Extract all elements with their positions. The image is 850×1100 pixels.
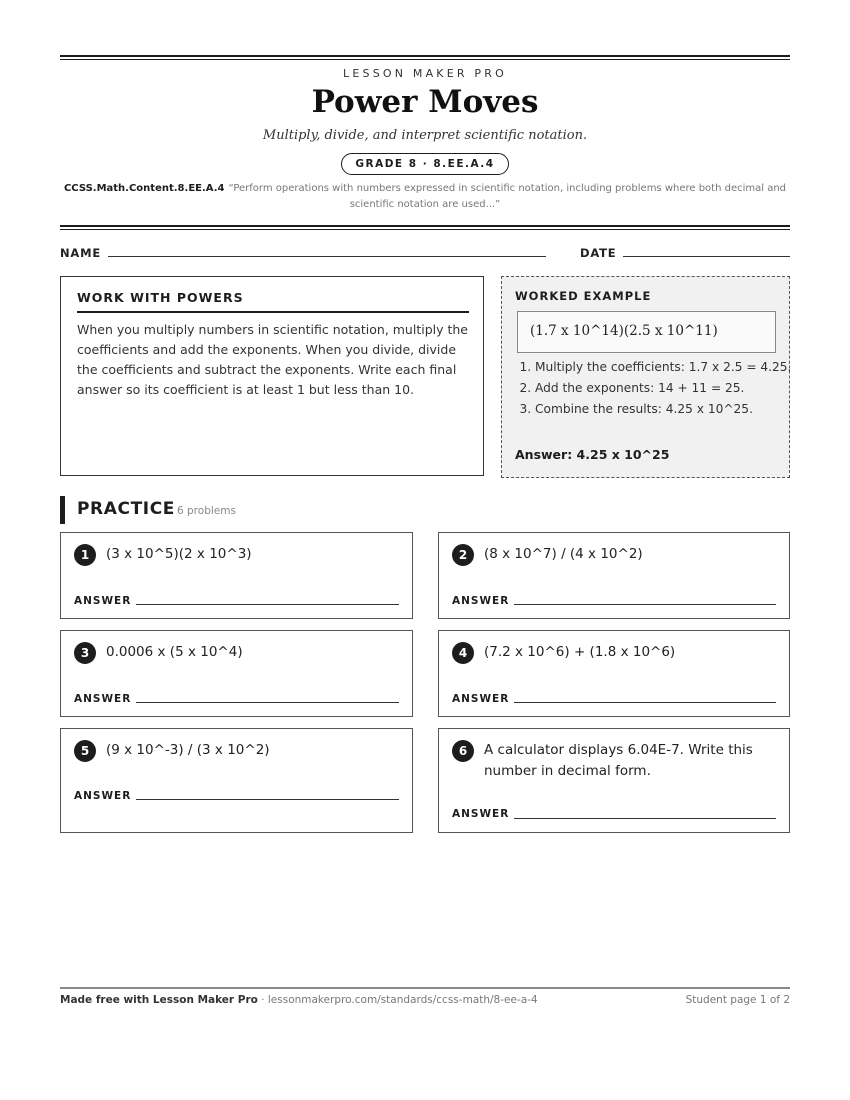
top-rule [60, 55, 790, 57]
problem-card-3 [60, 630, 413, 717]
brand-name: LESSON MAKER PRO [343, 67, 507, 80]
worked-example-steps [515, 358, 797, 421]
work-with-powers-heading: WORK WITH POWERS [77, 290, 469, 313]
problem-number: 3 [74, 642, 96, 664]
worked-example-step: 2. Add the exponents: 14 + 11 = 25. [535, 379, 797, 397]
answer-field[interactable] [136, 799, 399, 800]
problem-number: 6 [452, 740, 474, 762]
answer-label: ANSWER [452, 808, 510, 820]
practice-count: 6 problems [177, 505, 236, 517]
footer-rule [60, 987, 790, 989]
worked-example-answer: Answer: 4.25 x 10^25 [515, 447, 670, 462]
worked-example-box [501, 276, 790, 478]
date-field[interactable] [623, 256, 790, 257]
worked-example-expression: (1.7 x 10^14)(2.5 x 10^11) [517, 311, 776, 353]
worked-example-step: 3. Combine the results: 4.25 x 10^25. [535, 400, 797, 418]
footer-page-number: Student page 1 of 2 [685, 994, 790, 1006]
page-subtitle: Multiply, divide, and interpret scientific notation. [262, 128, 588, 143]
problem-card-5 [60, 728, 413, 833]
answer-label: ANSWER [74, 693, 132, 705]
header-rule-thin [60, 229, 790, 230]
problem-card-4 [438, 630, 790, 717]
footer-url[interactable]: · lessonmakerpro.com/standards/ccss-math/8-ee-a-4 [257, 994, 538, 1006]
answer-field[interactable] [136, 604, 399, 605]
problem-question: (7.2 x 10^6) + (1.8 x 10^6) [484, 644, 676, 660]
problem-question: (8 x 10^7) / (4 x 10^2) [484, 546, 643, 562]
problem-card-6 [438, 728, 790, 833]
top-rule-thin [60, 59, 790, 60]
answer-field[interactable] [136, 702, 399, 703]
footer-credit [60, 994, 538, 1006]
worked-example-heading: WORKED EXAMPLE [515, 289, 652, 303]
problem-number: 5 [74, 740, 96, 762]
date-label: DATE [580, 246, 617, 260]
answer-label: ANSWER [74, 790, 132, 802]
answer-field[interactable] [514, 702, 776, 703]
answer-field[interactable] [514, 604, 776, 605]
footer-made-with: Made free with Lesson Maker Pro [60, 994, 258, 1006]
header-rule [60, 225, 790, 227]
name-label: NAME [60, 246, 102, 260]
grade-badge: GRADE 8 · 8.EE.A.4 [341, 153, 508, 175]
problem-card-1 [60, 532, 413, 619]
work-with-powers-box [60, 276, 484, 476]
problem-question: (3 x 10^5)(2 x 10^3) [106, 546, 252, 562]
practice-accent-bar [60, 496, 65, 524]
worked-example-step: 1. Multiply the coefficients: 1.7 x 2.5 = 4.25. [535, 358, 797, 376]
answer-field[interactable] [514, 818, 776, 819]
standard-note [60, 181, 790, 213]
page-title: Power Moves [311, 84, 539, 120]
problem-number: 2 [452, 544, 474, 566]
standard-code: CCSS.Math.Content.8.EE.A.4 [63, 183, 225, 194]
problem-question: A calculator displays 6.04E-7. Write this number in decimal form. [484, 742, 753, 779]
answer-label: ANSWER [74, 595, 132, 607]
work-with-powers-body: When you multiply numbers in scientific notation, multiply the coefficients and add the exponents. When you divide, divide the coefficients and subtract the exponents. Write each final answer so its coefficient is at least 1 but less than 10. [77, 322, 468, 397]
problem-number: 1 [74, 544, 96, 566]
problem-card-2 [438, 532, 790, 619]
problem-question: (9 x 10^-3) / (3 x 10^2) [106, 742, 270, 758]
practice-title: PRACTICE [77, 499, 175, 519]
answer-label: ANSWER [452, 595, 510, 607]
standard-text: “Perform operations with numbers expressed in scientific notation, including problems where both decimal and scientific notation are used...” [228, 183, 787, 210]
problem-number: 4 [452, 642, 474, 664]
problem-question: 0.0006 x (5 x 10^4) [106, 644, 243, 660]
answer-label: ANSWER [452, 693, 510, 705]
name-field[interactable] [108, 256, 546, 257]
grade-badge-wrap [60, 152, 790, 175]
